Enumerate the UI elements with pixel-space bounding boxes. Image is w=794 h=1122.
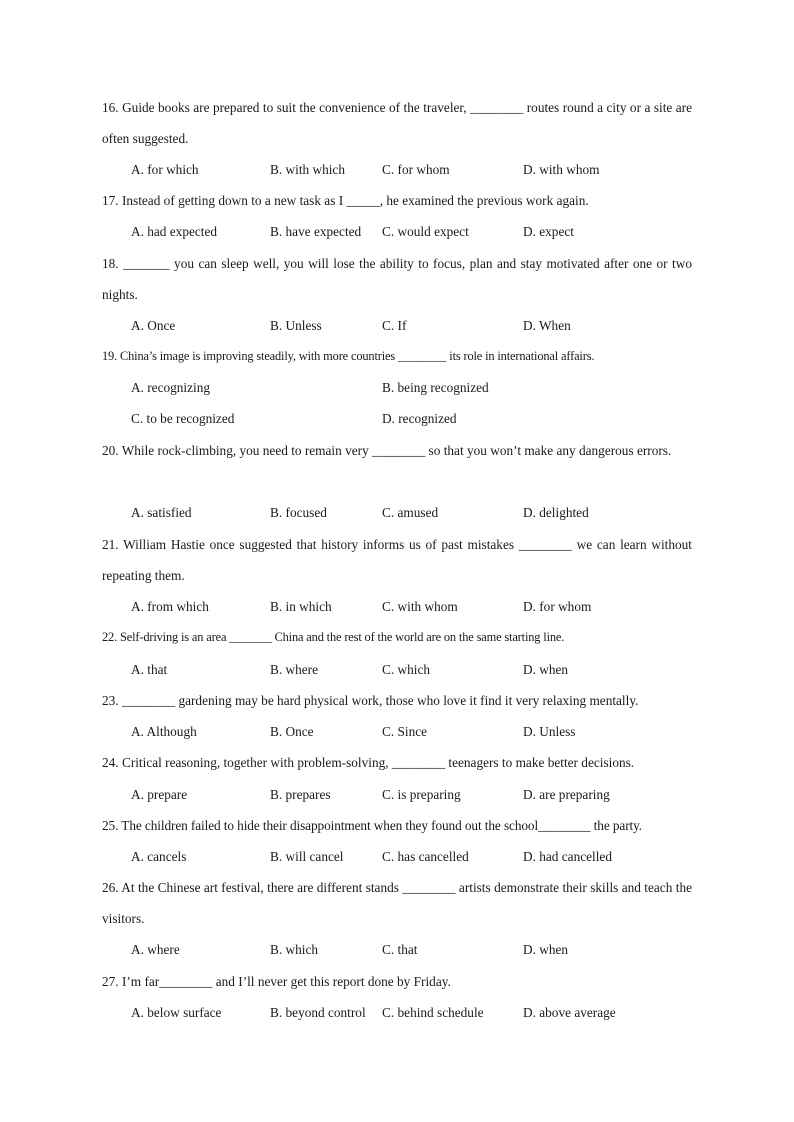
question-20-stem: 20. While rock-climbing, you need to remain very ________ so that you won’t make any dangerous errors. — [102, 443, 672, 458]
question-24-options — [0, 779, 794, 810]
question-19-options-row2 — [0, 403, 794, 434]
option-b: B. focused — [270, 505, 327, 520]
question-18-options — [0, 310, 794, 341]
option-b: B. in which — [270, 599, 332, 614]
option-a: A. prepare — [131, 787, 188, 802]
option-a: A. where — [131, 942, 180, 957]
option-c: C. to be recognized — [131, 411, 235, 426]
question-25-stem: 25. The children failed to hide their disappointment when they found out the school________ the party. — [102, 818, 643, 833]
question-17-options — [0, 216, 794, 247]
option-a: A. recognizing — [131, 380, 211, 395]
question-21-stem: 21. William Hastie once suggested that history informs us of past mistakes ________ we can learn without repeating them. — [102, 537, 692, 583]
option-d: D. recognized — [382, 411, 457, 426]
question-25-options — [0, 841, 794, 872]
option-a: A. below surface — [131, 1005, 222, 1020]
question-23-options — [0, 716, 794, 747]
option-c: C. would expect — [382, 224, 469, 239]
option-a: A. satisfied — [131, 505, 192, 520]
question-26-stem: 26. At the Chinese art festival, there are different stands ________ artists demonstrate their skills and teach the visitors. — [102, 880, 692, 926]
option-d: D. expect — [523, 224, 574, 239]
option-d: D. for whom — [523, 599, 592, 614]
option-a: A. for which — [131, 162, 199, 177]
option-c: C. Since — [382, 724, 428, 739]
question-18-stem: 18. _______ you can sleep well, you will lose the ability to focus, plan and stay motivated after one or two nights. — [102, 256, 692, 302]
question-24-stem: 24. Critical reasoning, together with problem-solving, ________ teenagers to make better decisions. — [102, 755, 635, 770]
option-b: B. Once — [270, 724, 314, 739]
option-b: B. which — [270, 942, 319, 957]
option-d: D. are preparing — [523, 787, 610, 802]
question-17-stem: 17. Instead of getting down to a new task as I _____, he examined the previous work again. — [102, 193, 589, 208]
option-d: D. Unless — [523, 724, 576, 739]
option-b: B. Unless — [270, 318, 322, 333]
question-22-stem: 22. Self-driving is an area _______ China and the rest of the world are on the same starting line. — [102, 630, 565, 644]
question-22-options — [0, 654, 794, 685]
option-c: C. is preparing — [382, 787, 461, 802]
option-b: B. where — [270, 662, 318, 677]
option-c: C. has cancelled — [382, 849, 469, 864]
option-c: C. behind schedule — [382, 1005, 484, 1020]
option-d: D. When — [523, 318, 571, 333]
option-d: D. when — [523, 662, 569, 677]
option-a: A. from which — [131, 599, 209, 614]
option-b: B. beyond control — [270, 1005, 366, 1020]
option-c: C. If — [382, 318, 407, 333]
question-21-options — [0, 591, 794, 622]
question-20-options — [0, 497, 794, 528]
option-a: A. that — [131, 662, 168, 677]
option-c: C. that — [382, 942, 418, 957]
option-d: D. when — [523, 942, 569, 957]
option-b: B. with which — [270, 162, 345, 177]
question-26-options — [0, 934, 794, 965]
question-16-options — [0, 154, 794, 185]
option-d: D. had cancelled — [523, 849, 612, 864]
question-27-options — [0, 997, 794, 1028]
option-b: B. being recognized — [382, 380, 489, 395]
option-b: B. have expected — [270, 224, 362, 239]
option-d: D. above average — [523, 1005, 616, 1020]
question-16-stem: 16. Guide books are prepared to suit the convenience of the traveler, ________ routes round a city or a site are often suggested. — [102, 100, 692, 146]
question-27-stem: 27. I’m far________ and I’ll never get this report done by Friday. — [102, 974, 451, 989]
question-19-stem: 19. China’s image is improving steadily, with more countries ________ its role in international affairs. — [102, 349, 595, 363]
question-19-options-row1 — [0, 372, 794, 403]
option-d: D. with whom — [523, 162, 600, 177]
option-c: C. which — [382, 662, 431, 677]
option-a: A. cancels — [131, 849, 187, 864]
option-a: A. Although — [131, 724, 197, 739]
option-b: B. will cancel — [270, 849, 344, 864]
option-c: C. amused — [382, 505, 439, 520]
option-c: C. for whom — [382, 162, 450, 177]
option-d: D. delighted — [523, 505, 589, 520]
option-b: B. prepares — [270, 787, 331, 802]
option-c: C. with whom — [382, 599, 458, 614]
option-a: A. Once — [131, 318, 176, 333]
question-23-stem: 23. ________ gardening may be hard physical work, those who love it find it very relaxing mentally. — [102, 693, 639, 708]
option-a: A. had expected — [131, 224, 218, 239]
